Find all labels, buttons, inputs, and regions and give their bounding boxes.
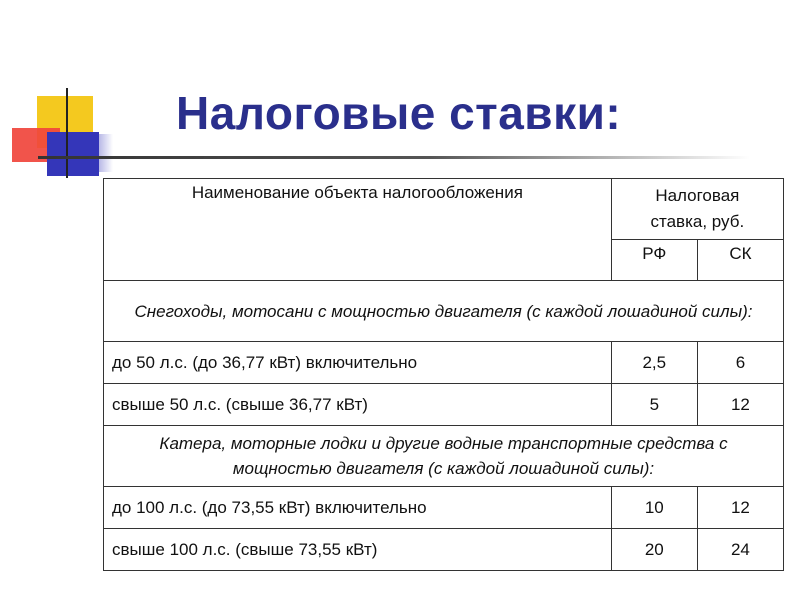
row-label: до 50 л.с. (до 36,77 кВт) включительно: [104, 342, 612, 384]
rate-sk: 24: [697, 529, 783, 571]
header-col-sk: СК: [697, 240, 783, 281]
table-row: [104, 342, 784, 384]
decor-vertical-line: [66, 88, 68, 178]
rate-sk: 12: [697, 384, 783, 426]
row-label: свыше 100 л.с. (свыше 73,55 кВт): [104, 529, 612, 571]
rate-rf: 5: [611, 384, 697, 426]
tax-rates-table: [103, 178, 784, 571]
category-title: Катера, моторные лодки и другие водные транспортные средства с мощностью двигателя (с каждой лошадиной силы):: [104, 426, 784, 487]
header-tax-rate: [611, 179, 783, 240]
title-underline: [38, 156, 750, 159]
rate-rf: 2,5: [611, 342, 697, 384]
rate-rf: 20: [611, 529, 697, 571]
header-tax-rate-line2: ставка, руб.: [650, 212, 745, 231]
header-object-name: Наименование объекта налогообложения: [104, 179, 612, 281]
header-col-rf: РФ: [611, 240, 697, 281]
table-header-row: [104, 179, 784, 240]
rate-sk: 12: [697, 487, 783, 529]
category-title: Снегоходы, мотосани с мощностью двигателя (с каждой лошадиной силы):: [104, 281, 784, 342]
table-row: [104, 384, 784, 426]
rate-sk: 6: [697, 342, 783, 384]
row-label: до 100 л.с. (до 73,55 кВт) включительно: [104, 487, 612, 529]
header-tax-rate-line1: Налоговая: [655, 186, 740, 205]
table-row: [104, 487, 784, 529]
decor-blue-square: [47, 132, 99, 176]
decor-blue-shadow: [99, 134, 113, 172]
row-label: свыше 50 л.с. (свыше 36,77 кВт): [104, 384, 612, 426]
category-row-snowmobiles: [104, 281, 784, 342]
rate-rf: 10: [611, 487, 697, 529]
slide-title: Налоговые ставки:: [176, 87, 622, 139]
category-row-boats: [104, 426, 784, 487]
table-row: [104, 529, 784, 571]
